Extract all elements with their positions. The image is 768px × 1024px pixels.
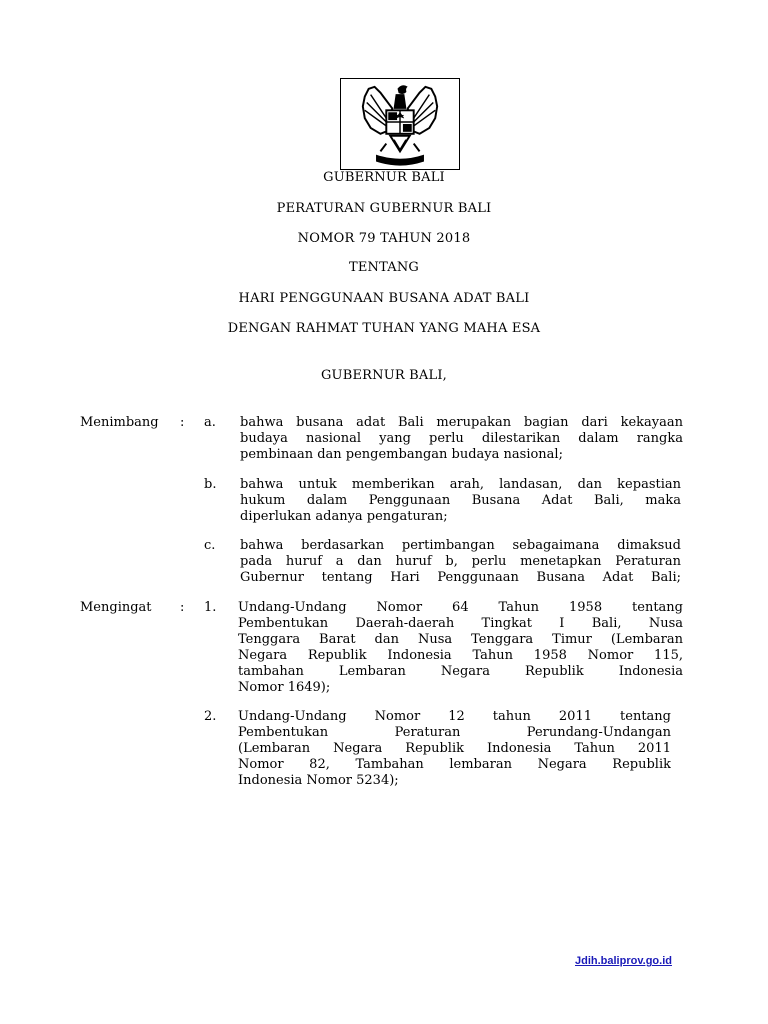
text-line: bahwa busana adat Bali merupakan bagian dari kekayaan [240,415,683,430]
text-line: Gubernur tentang Hari Penggunaan Busana Adat Bali; [240,570,681,585]
mengingat-marker-1: 1. [204,600,217,615]
text-line: (Lembaran Negara Republik Indonesia Tahun 2011 [238,741,671,756]
menimbang-label: Menimbang [80,415,159,430]
text-line: Pembentukan Daerah-daerah Tingkat I Bali, Nusa [238,616,683,631]
menimbang-marker-b: b. [204,477,217,492]
menimbang-item-a [240,415,683,463]
about-heading: TENTANG [348,260,420,275]
text-line: diperlukan adanya pengaturan; [240,509,448,524]
text-line: pembinaan dan pengembangan budaya nasional; [240,447,563,462]
regulation-number: NOMOR 79 TAHUN 2018 [297,231,471,246]
menimbang-marker-c: c. [204,538,216,553]
menimbang-item-c [240,538,681,586]
regulation-subject: HARI PENGGUNAAN BUSANA ADAT BALI [238,291,530,306]
text-line: Pembentukan Peraturan Perundang-Undangan [238,725,671,740]
mengingat-item-2 [238,709,671,789]
menimbang-colon: : [180,415,185,430]
text-line: bahwa untuk memberikan arah, landasan, dan kepastian [240,477,681,492]
text-line: tambahan Lembaran Negara Republik Indonesia [238,664,683,679]
governor-heading: GUBERNUR BALI, [320,368,448,383]
garuda-emblem-icon [340,78,460,170]
mengingat-item-1 [238,600,683,696]
menimbang-item-b [240,477,681,525]
text-line: Nomor 82, Tambahan lembaran Negara Republik [238,757,671,772]
text-line: Undang-Undang Nomor 12 tahun 2011 tentang [238,709,671,724]
mengingat-colon: : [180,600,185,615]
text-line: Negara Republik Indonesia Tahun 1958 Nomor 115, [238,648,683,663]
text-line: Tenggara Barat dan Nusa Tenggara Timur (Lembaran [238,632,683,647]
jdih-link[interactable]: Jdih.baliprov.go.id [575,955,672,967]
regulation-title: PERATURAN GUBERNUR BALI [276,201,492,216]
invocation: DENGAN RAHMAT TUHAN YANG MAHA ESA [227,321,541,336]
text-line: hukum dalam Penggunaan Busana Adat Bali, maka [240,493,681,508]
text-line: bahwa berdasarkan pertimbangan sebagaimana dimaksud [240,538,681,553]
text-line: pada huruf a dan huruf b, perlu menetapkan Peraturan [240,554,681,569]
mengingat-marker-2: 2. [204,709,217,724]
text-line: Indonesia Nomor 5234); [238,773,399,788]
text-line: Nomor 1649); [238,680,331,695]
mengingat-label: Mengingat [80,600,152,615]
menimbang-marker-a: a. [204,415,216,430]
header-title: GUBERNUR BALI [323,170,445,185]
text-line: budaya nasional yang perlu dilestarikan dalam rangka [240,431,683,446]
text-line: Undang-Undang Nomor 64 Tahun 1958 tentang [238,600,683,615]
